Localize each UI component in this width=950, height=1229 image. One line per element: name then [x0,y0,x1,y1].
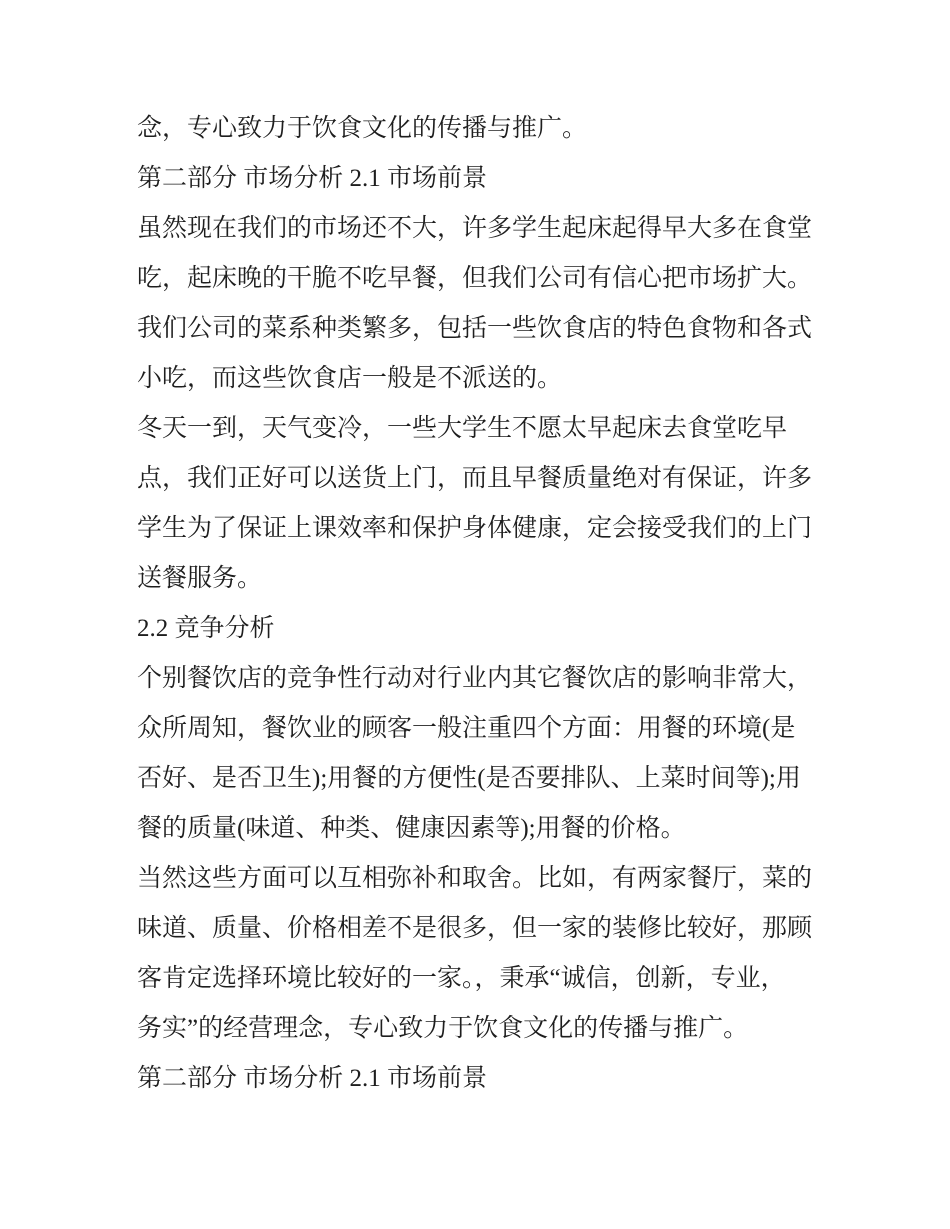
text-line: 否好、是否卫生);用餐的方便性(是否要排队、上菜时间等);用 [137,765,801,792]
text-line: 点，我们正好可以送货上门，而且早餐质量绝对有保证，许多 [137,465,813,492]
text-line: 当然这些方面可以互相弥补和取舍。比如，有两家餐厅，菜的 [137,865,813,892]
text-line: 味道、质量、价格相差不是很多，但一家的装修比较好，那顾 [137,915,813,942]
text-line: 学生为了保证上课效率和保护身体健康，定会接受我们的上门 [137,515,813,542]
text-line: 小吃，而这些饮食店一般是不派送的。 [137,365,563,392]
text-line: 吃，起床晚的干脆不吃早餐，但我们公司有信心把市场扩大。 [137,265,813,292]
text-line: 冬天一到，天气变冷，一些大学生不愿太早起床去食堂吃早 [137,415,788,442]
text-line: 客肯定选择环境比较好的一家。，秉承“诚信，创新，专业， [137,965,786,992]
text-line: 众所周知，餐饮业的顾客一般注重四个方面：用餐的环境(是 [137,715,796,742]
text-line: 念，专心致力于饮食文化的传播与推广。 [137,115,588,142]
section-heading: 2.2 竞争分析 [137,615,275,642]
document-text-block [137,104,877,1104]
text-line: 送餐服务。 [137,565,263,592]
text-line: 餐的质量(味道、种类、健康因素等);用餐的价格。 [137,815,686,842]
text-line: 个别餐饮店的竞争性行动对行业内其它餐饮店的影响非常大， [137,665,813,692]
section-heading: 第二部分 市场分析 2.1 市场前景 [137,165,488,192]
text-line: 虽然现在我们的市场还不大，许多学生起床起得早大多在食堂 [137,215,813,242]
text-line: 务实”的经营理念，专心致力于饮食文化的传播与推广。 [137,1015,749,1042]
text-line: 我们公司的菜系种类繁多，包括一些饮食店的特色食物和各式 [137,315,813,342]
section-heading: 第二部分 市场分析 2.1 市场前景 [137,1065,488,1092]
